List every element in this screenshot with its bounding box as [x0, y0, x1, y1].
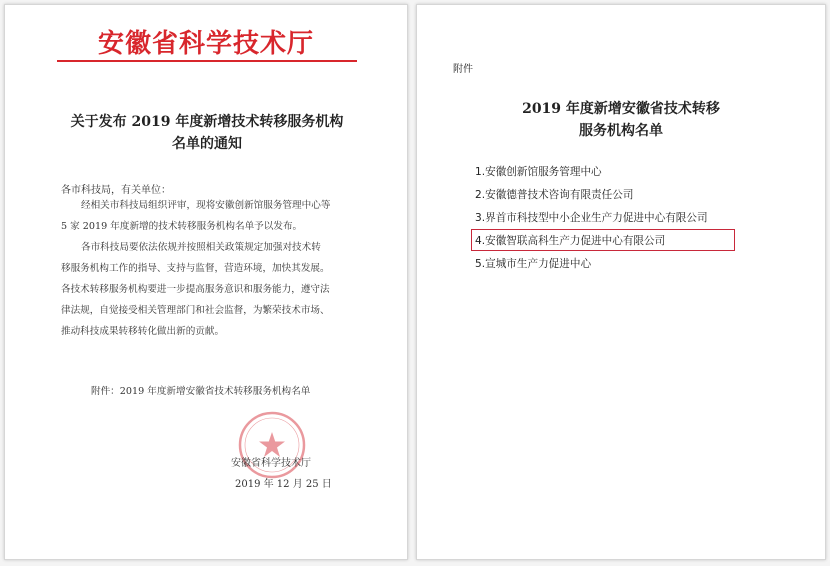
attachment-title: [417, 98, 825, 142]
paragraph-line: 经相关市科技局组织评审，现将安徽创新馆服务管理中心等: [81, 200, 331, 211]
letterhead-rule: [57, 60, 357, 62]
paragraph-line: 5 家 2019 年度新增的技术转移服务机构名单予以发布。: [61, 221, 303, 232]
paragraph-line: 推动科技成果转移转化做出新的贡献。: [61, 326, 225, 337]
paragraph-line: 各技术转移服务机构要进一步提高服务意识和服务能力，遵守法: [61, 284, 330, 295]
attachment-title-line-2: 服务机构名单: [579, 123, 663, 139]
highlight-box: [471, 229, 735, 251]
organization-item: 1.安徽创新馆服务管理中心: [475, 166, 602, 178]
salutation: 各市科技局，有关单位：: [61, 185, 171, 196]
signer-name: 安徽省科学技术厅: [231, 458, 311, 469]
attachment-page: [416, 4, 826, 560]
notice-title: [45, 111, 369, 155]
notice-title-line-2: 名单的通知: [172, 136, 242, 152]
notice-paragraph-2: [61, 237, 355, 342]
sign-date: 2019 年 12 月 25 日: [235, 479, 332, 490]
notice-paragraph-1: [61, 195, 355, 237]
organization-list: [475, 161, 708, 276]
organization-item: 3.界首市科技型中小企业生产力促进中心有限公司: [475, 212, 708, 224]
attachment-note: 附件：2019 年度新增安徽省技术转移服务机构名单: [91, 386, 311, 397]
letterhead: 安徽省科学技术厅: [97, 29, 314, 59]
attachment-title-line-1: 2019 年度新增安徽省技术转移: [522, 101, 720, 117]
notice-page: [4, 4, 408, 560]
organization-item: 2.安徽德普技术咨询有限责任公司: [475, 189, 634, 201]
paragraph-line: 各市科技局要依法依规并按照相关政策规定加强对技术转: [81, 242, 321, 253]
organization-item: 5.宣城市生产力促进中心: [475, 258, 592, 270]
notice-title-line-1: 关于发布 2019 年度新增技术转移服务机构: [70, 114, 344, 130]
attachment-label: 附件: [453, 64, 473, 75]
organization-item-highlighted: 4.安徽智联高科生产力促进中心有限公司: [475, 235, 666, 247]
paragraph-line: 律法规，自觉接受相关管理部门和社会监督，为繁荣技术市场、: [61, 305, 330, 316]
paragraph-line: 移服务机构工作的指导、支持与监督，营造环境，加快其发展。: [61, 263, 330, 274]
official-seal-icon: [237, 410, 307, 480]
